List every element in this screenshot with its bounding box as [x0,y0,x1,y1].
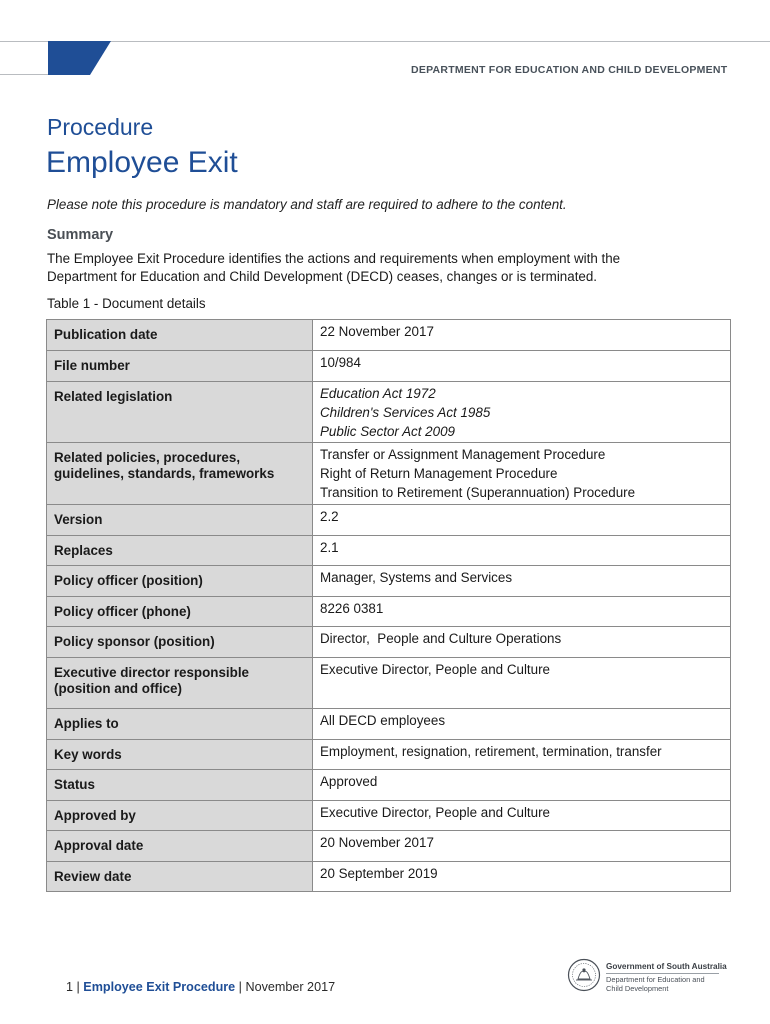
table-row [47,709,731,740]
row-value: All DECD employees [313,709,731,740]
footer-separator: | [235,980,246,994]
row-value: 10/984 [313,351,731,382]
table-caption: Table 1 - Document details [47,296,206,311]
table-row [47,862,731,892]
summary-line: The Employee Exit Procedure identifies the actions and requirements when employment with the [47,251,621,266]
state-seal-icon [567,958,601,992]
page-title: Employee Exit [46,146,238,179]
table-row [47,740,731,770]
row-label: Version [47,505,313,536]
table-row [47,351,731,382]
row-label: File number [47,351,313,382]
table-row [47,770,731,801]
logo-department: Department for Education and Child Development [606,975,705,993]
page-footer [66,980,335,994]
row-value: Transfer or Assignment Management Procedure Right of Return Management Procedure Transition to Retirement (Superannuation) Procedure [313,443,731,505]
table-row [47,627,731,658]
row-value: 8226 0381 [313,597,731,627]
row-label: Related legislation [47,382,313,443]
row-label: Policy officer (position) [47,566,313,597]
department-title: DEPARTMENT FOR EDUCATION AND CHILD DEVELOPMENT [411,64,728,76]
row-label: Executive director responsible (position and office) [47,658,313,709]
government-name: Government of South Australia [606,962,727,971]
table-row [47,505,731,536]
row-label: Policy officer (phone) [47,597,313,627]
table-row [47,801,731,831]
mandatory-note: Please note this procedure is mandatory and staff are required to adhere to the content. [47,197,567,212]
row-value: 20 September 2019 [313,862,731,892]
summary-heading: Summary [47,227,114,243]
header-accent-shape [0,0,120,80]
row-value: Approved [313,770,731,801]
table-row [47,443,731,505]
document-details-table [46,319,731,892]
government-logo [567,958,727,994]
row-label: Approval date [47,831,313,862]
table-row [47,831,731,862]
row-value: Employment, resignation, retirement, termination, transfer [313,740,731,770]
row-label: Publication date [47,320,313,351]
row-label: Approved by [47,801,313,831]
footer-date: November 2017 [245,980,336,994]
row-label: Status [47,770,313,801]
row-label: Related policies, procedures, guidelines, standards, frameworks [47,443,313,505]
table-row [47,658,731,709]
row-value: 20 November 2017 [313,831,731,862]
table-row [47,382,731,443]
page-number: 1 [66,980,74,994]
summary-line: Department for Education and Child Development (DECD) ceases, changes or is terminated. [47,269,598,284]
footer-separator: | [73,980,84,994]
row-value: Executive Director, People and Culture [313,658,731,709]
row-value: 22 November 2017 [313,320,731,351]
footer-doc-name: Employee Exit Procedure [83,980,236,994]
row-value: Executive Director, People and Culture [313,801,731,831]
logo-divider [606,973,719,974]
summary-text [47,250,727,286]
row-label: Review date [47,862,313,892]
row-label: Applies to [47,709,313,740]
document-type: Procedure [47,114,154,140]
table-row [47,597,731,627]
row-value: Manager, Systems and Services [313,566,731,597]
row-label: Policy sponsor (position) [47,627,313,658]
row-label: Replaces [47,536,313,566]
table-row [47,320,731,351]
table-row [47,566,731,597]
row-label: Key words [47,740,313,770]
row-value: Director, People and Culture Operations [313,627,731,658]
row-value: 2.1 [313,536,731,566]
row-value: Education Act 1972 Children's Services Act 1985 Public Sector Act 2009 [313,382,731,443]
row-value: 2.2 [313,505,731,536]
table-row [47,536,731,566]
